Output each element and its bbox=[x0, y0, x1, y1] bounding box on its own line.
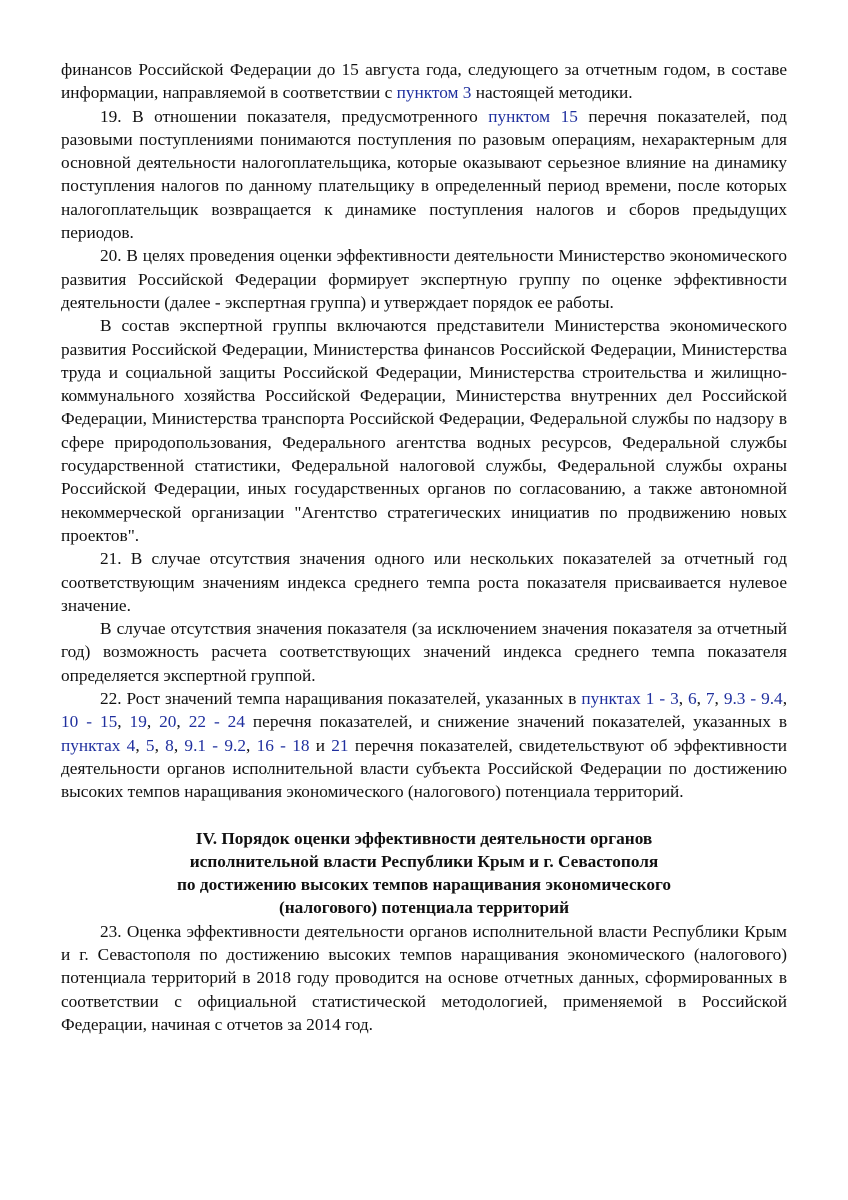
paragraph-23: 23. Оценка эффективности деятельности органов исполнительной власти Республики Крым и г. Севастополя по достижению высоких темпов наращивания экономического (налогового) потенциала территорий в 2018 году проводится на основе отчетных данных, сформированных в соответствии с официальной статистической методологией, применяемой в Российской Федерации, начиная с отчетов за 2014 год. bbox=[61, 921, 787, 1034]
text: 19. В отношении показателя, предусмотренного bbox=[100, 106, 489, 126]
separator: , bbox=[245, 735, 257, 755]
section-gap bbox=[61, 804, 787, 827]
link-punkt-4[interactable]: пунктах 4 bbox=[61, 735, 136, 755]
separator: - bbox=[273, 735, 293, 755]
link-punkt-7[interactable]: 7 bbox=[705, 689, 715, 709]
separator: , bbox=[176, 712, 189, 732]
separator: , bbox=[696, 689, 706, 709]
link-punkt-15[interactable]: пунктом 15 bbox=[488, 106, 578, 126]
separator: , bbox=[173, 735, 185, 755]
link-punkt-18[interactable]: 18 bbox=[292, 735, 310, 755]
link-punkt-16[interactable]: 16 bbox=[256, 735, 274, 755]
link-punkt-8[interactable]: 8 bbox=[165, 735, 174, 755]
separator: и bbox=[309, 735, 332, 755]
link-punkt-22[interactable]: 22 bbox=[188, 712, 206, 732]
separator: , bbox=[678, 689, 688, 709]
link-punkt-9-2[interactable]: 9.2 bbox=[224, 735, 246, 755]
link-punkt-5[interactable]: 5 bbox=[145, 735, 155, 755]
text: 22. Рост значений темпа наращивания показателей, указанных в bbox=[100, 689, 582, 709]
heading-line: исполнительной власти Республики Крым и г. Севастополя bbox=[189, 851, 659, 871]
link-punkt-1[interactable]: пунктах 1 bbox=[581, 689, 655, 709]
paragraph-22 bbox=[61, 687, 787, 803]
separator: - bbox=[78, 712, 100, 732]
heading-line: IV. Порядок оценки эффективности деятельности органов bbox=[195, 828, 653, 848]
separator: - bbox=[745, 689, 762, 709]
link-punkt-10[interactable]: 10 bbox=[61, 712, 79, 732]
link-punkt-20[interactable]: 20 bbox=[159, 712, 177, 732]
separator: , bbox=[714, 689, 724, 709]
text: перечня показателей, свидетельствуют об эффективности деятельности органов исполнительной власти субъекта Российской Федерации по достижению высоких темпов наращивания экономического (налогового) потенциала территорий. bbox=[61, 735, 788, 802]
separator: , bbox=[782, 689, 788, 709]
separator: , bbox=[154, 735, 166, 755]
text: перечня показателей, и снижение значений показателей, указанных в bbox=[244, 712, 787, 732]
separator: , bbox=[135, 735, 146, 755]
link-punkt-24[interactable]: 24 bbox=[227, 712, 245, 732]
separator: , bbox=[146, 712, 160, 732]
link-punkt-6[interactable]: 6 bbox=[687, 689, 697, 709]
separator: , bbox=[117, 712, 130, 732]
heading-line: по достижению высоких темпов наращивания экономического bbox=[176, 875, 672, 895]
link-punkt-3[interactable]: 3 bbox=[670, 689, 679, 709]
separator: - bbox=[654, 689, 671, 709]
paragraph-19 bbox=[61, 105, 787, 245]
link-punkt-15[interactable]: 15 bbox=[99, 712, 118, 732]
link-punkt-3[interactable]: пунктом 3 bbox=[396, 83, 472, 103]
paragraph-20-expert-group: В состав экспертной группы включаются представители Министерства экономического развития Российской Федерации, Министерства финансов Российской Федерации, Министерства труда и социальной защиты Российской Федерации, Министерства строительства и жилищно-коммунального хозяйства Российской Федерации, Министерства внутренних дел Российской Федерации, Министерства транспорта Российской Федерации, Федеральной службы по надзору в сфере природопользования, Федерального агентства водных ресурсов, Федеральной службы государственной статистики, Федеральной налоговой службы, Федеральной службы охраны Российской Федерации, иных государственных органов по согласованию, а также автономной некоммерческой организации "Агентство стратегических инициатив по продвижению новых проектов". bbox=[61, 316, 787, 545]
paragraph-21: 21. В случае отсутствия значения одного или нескольких показателей за отчетный год соответствующим значениям индекса среднего темпа роста показателя присваивается нулевое значение. bbox=[61, 549, 787, 615]
document-page bbox=[61, 58, 787, 1036]
paragraph-21-missing-values: В случае отсутствия значения показателя (за исключением значения показателя за отчетный год) возможность расчета соответствующих значений индекса среднего темпа показателя определяется экспертной группой. bbox=[61, 619, 787, 685]
link-punkt-9-1[interactable]: 9.1 bbox=[184, 735, 207, 755]
link-punkt-21[interactable]: 21 bbox=[331, 735, 349, 755]
separator: - bbox=[206, 735, 225, 755]
link-punkt-9-3[interactable]: 9.3 bbox=[723, 689, 746, 709]
section-heading bbox=[61, 827, 787, 920]
text: настоящей методики. bbox=[471, 83, 633, 103]
paragraph-continuation bbox=[61, 58, 787, 105]
link-punkt-9-4[interactable]: 9.4 bbox=[761, 689, 783, 709]
heading-line: (налогового) потенциала территорий bbox=[278, 898, 570, 918]
text: перечня показателей, под разовыми поступлениями понимаются поступления по разовым операциям, нехарактерным для основной деятельности налогоплательщика, которые оказывают серьезное влияние на динамику поступления налогов по данному плательщику в определенный период времени, после которых налогоплательщик возвращается к динамике поступления налогов и сборов предыдущих периодов. bbox=[61, 106, 787, 243]
separator: - bbox=[205, 712, 228, 732]
text: финансов Российской Федерации до 15 августа года, следующего за отчетным годом, в составе информации, направляемой в соответствии с bbox=[61, 60, 787, 103]
paragraph-20: 20. В целях проведения оценки эффективности деятельности Министерство экономического развития Российской Федерации формирует экспертную группу по оценке эффективности деятельности (далее - экспертная группа) и утверждает порядок ее работы. bbox=[61, 246, 787, 312]
link-punkt-19[interactable]: 19 bbox=[129, 712, 147, 732]
